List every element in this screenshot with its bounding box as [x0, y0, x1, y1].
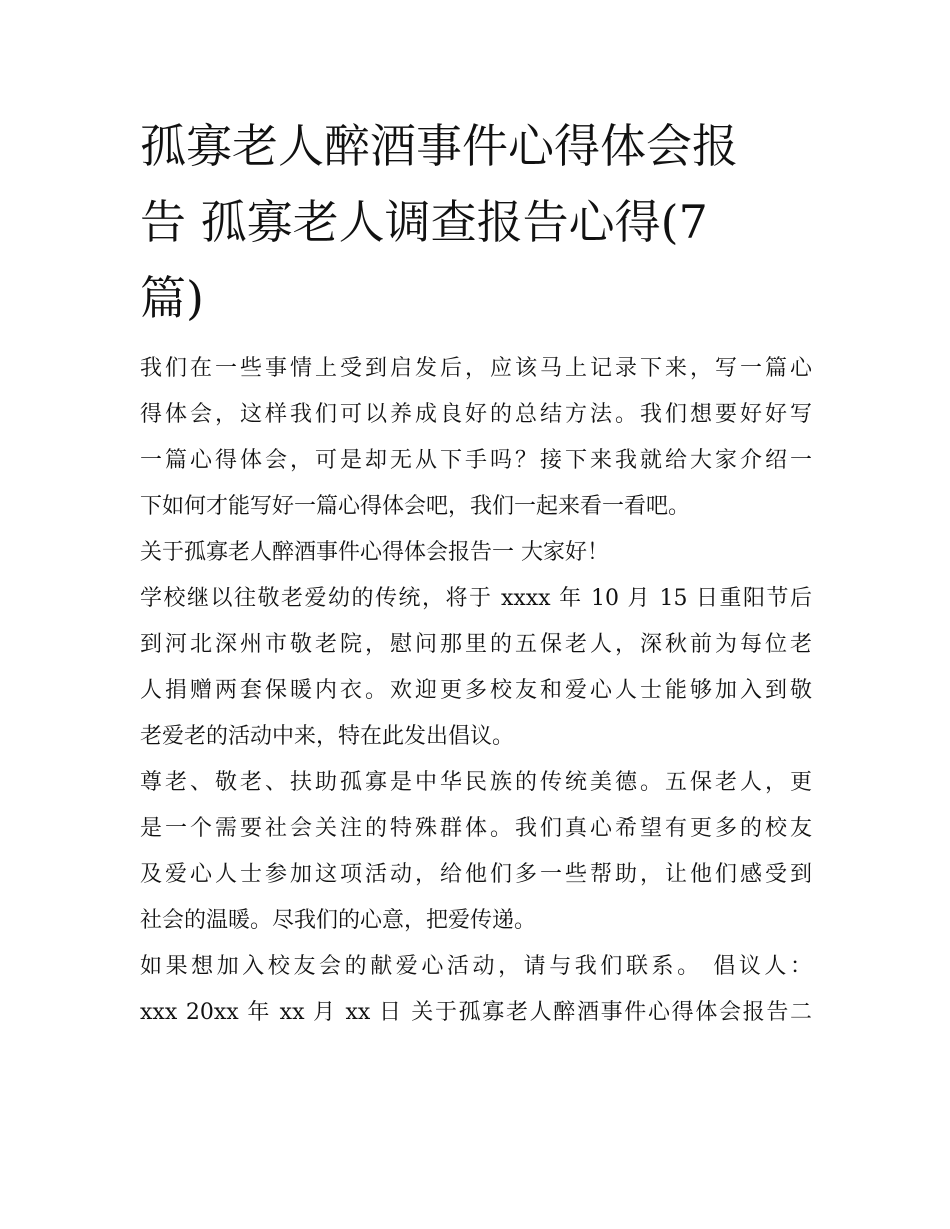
document-title	[140, 108, 812, 336]
body-line: 尊老、敬老、扶助孤寡是中华民族的传统美德。五保老人，更	[140, 770, 812, 795]
title-line-2: 告 孤寡老人调查报告心得(7	[140, 195, 708, 249]
body-line: 我们在一些事情上受到启发后，应该马上记录下来，写一篇心	[140, 356, 812, 381]
body-line: 学校继以往敬老爱幼的传统，将于 xxxx 年 10 月 15 日重阳节后	[140, 586, 812, 611]
body-line: 老爱老的活动中来，特在此发出倡议。	[140, 724, 515, 749]
body-line: 人捐赠两套保暖内衣。欢迎更多校友和爱心人士能够加入到敬	[140, 678, 812, 703]
body-line: 得体会，这样我们可以养成良好的总结方法。我们想要好好写	[140, 402, 812, 427]
body-line: 一篇心得体会，可是却无从下手吗？接下来我就给大家介绍一	[140, 448, 812, 473]
body-line: xxx 20xx 年 xx 月 xx 日 关于孤寡老人醉酒事件心得体会报告二	[140, 1000, 812, 1025]
body-line: 到河北深州市敬老院，慰问那里的五保老人，深秋前为每位老	[140, 632, 812, 657]
title-line-3: 篇)	[140, 271, 204, 325]
document-body	[140, 346, 812, 1036]
body-line: 关于孤寡老人醉酒事件心得体会报告一 大家好！	[140, 540, 609, 565]
body-line: 及爱心人士参加这项活动，给他们多一些帮助，让他们感受到	[140, 862, 812, 887]
body-line: 社会的温暖。尽我们的心意，把爱传递。	[140, 908, 537, 933]
body-line: 如果想加入校友会的献爱心活动，请与我们联系。 倡议人：	[140, 954, 812, 979]
body-line: 下如何才能写好一篇心得体会吧，我们一起来看一看吧。	[140, 494, 691, 519]
body-line: 是一个需要社会关注的特殊群体。我们真心希望有更多的校友	[140, 816, 812, 841]
document-content	[140, 108, 812, 1036]
title-line-1: 孤寡老人醉酒事件心得体会报	[140, 119, 738, 173]
